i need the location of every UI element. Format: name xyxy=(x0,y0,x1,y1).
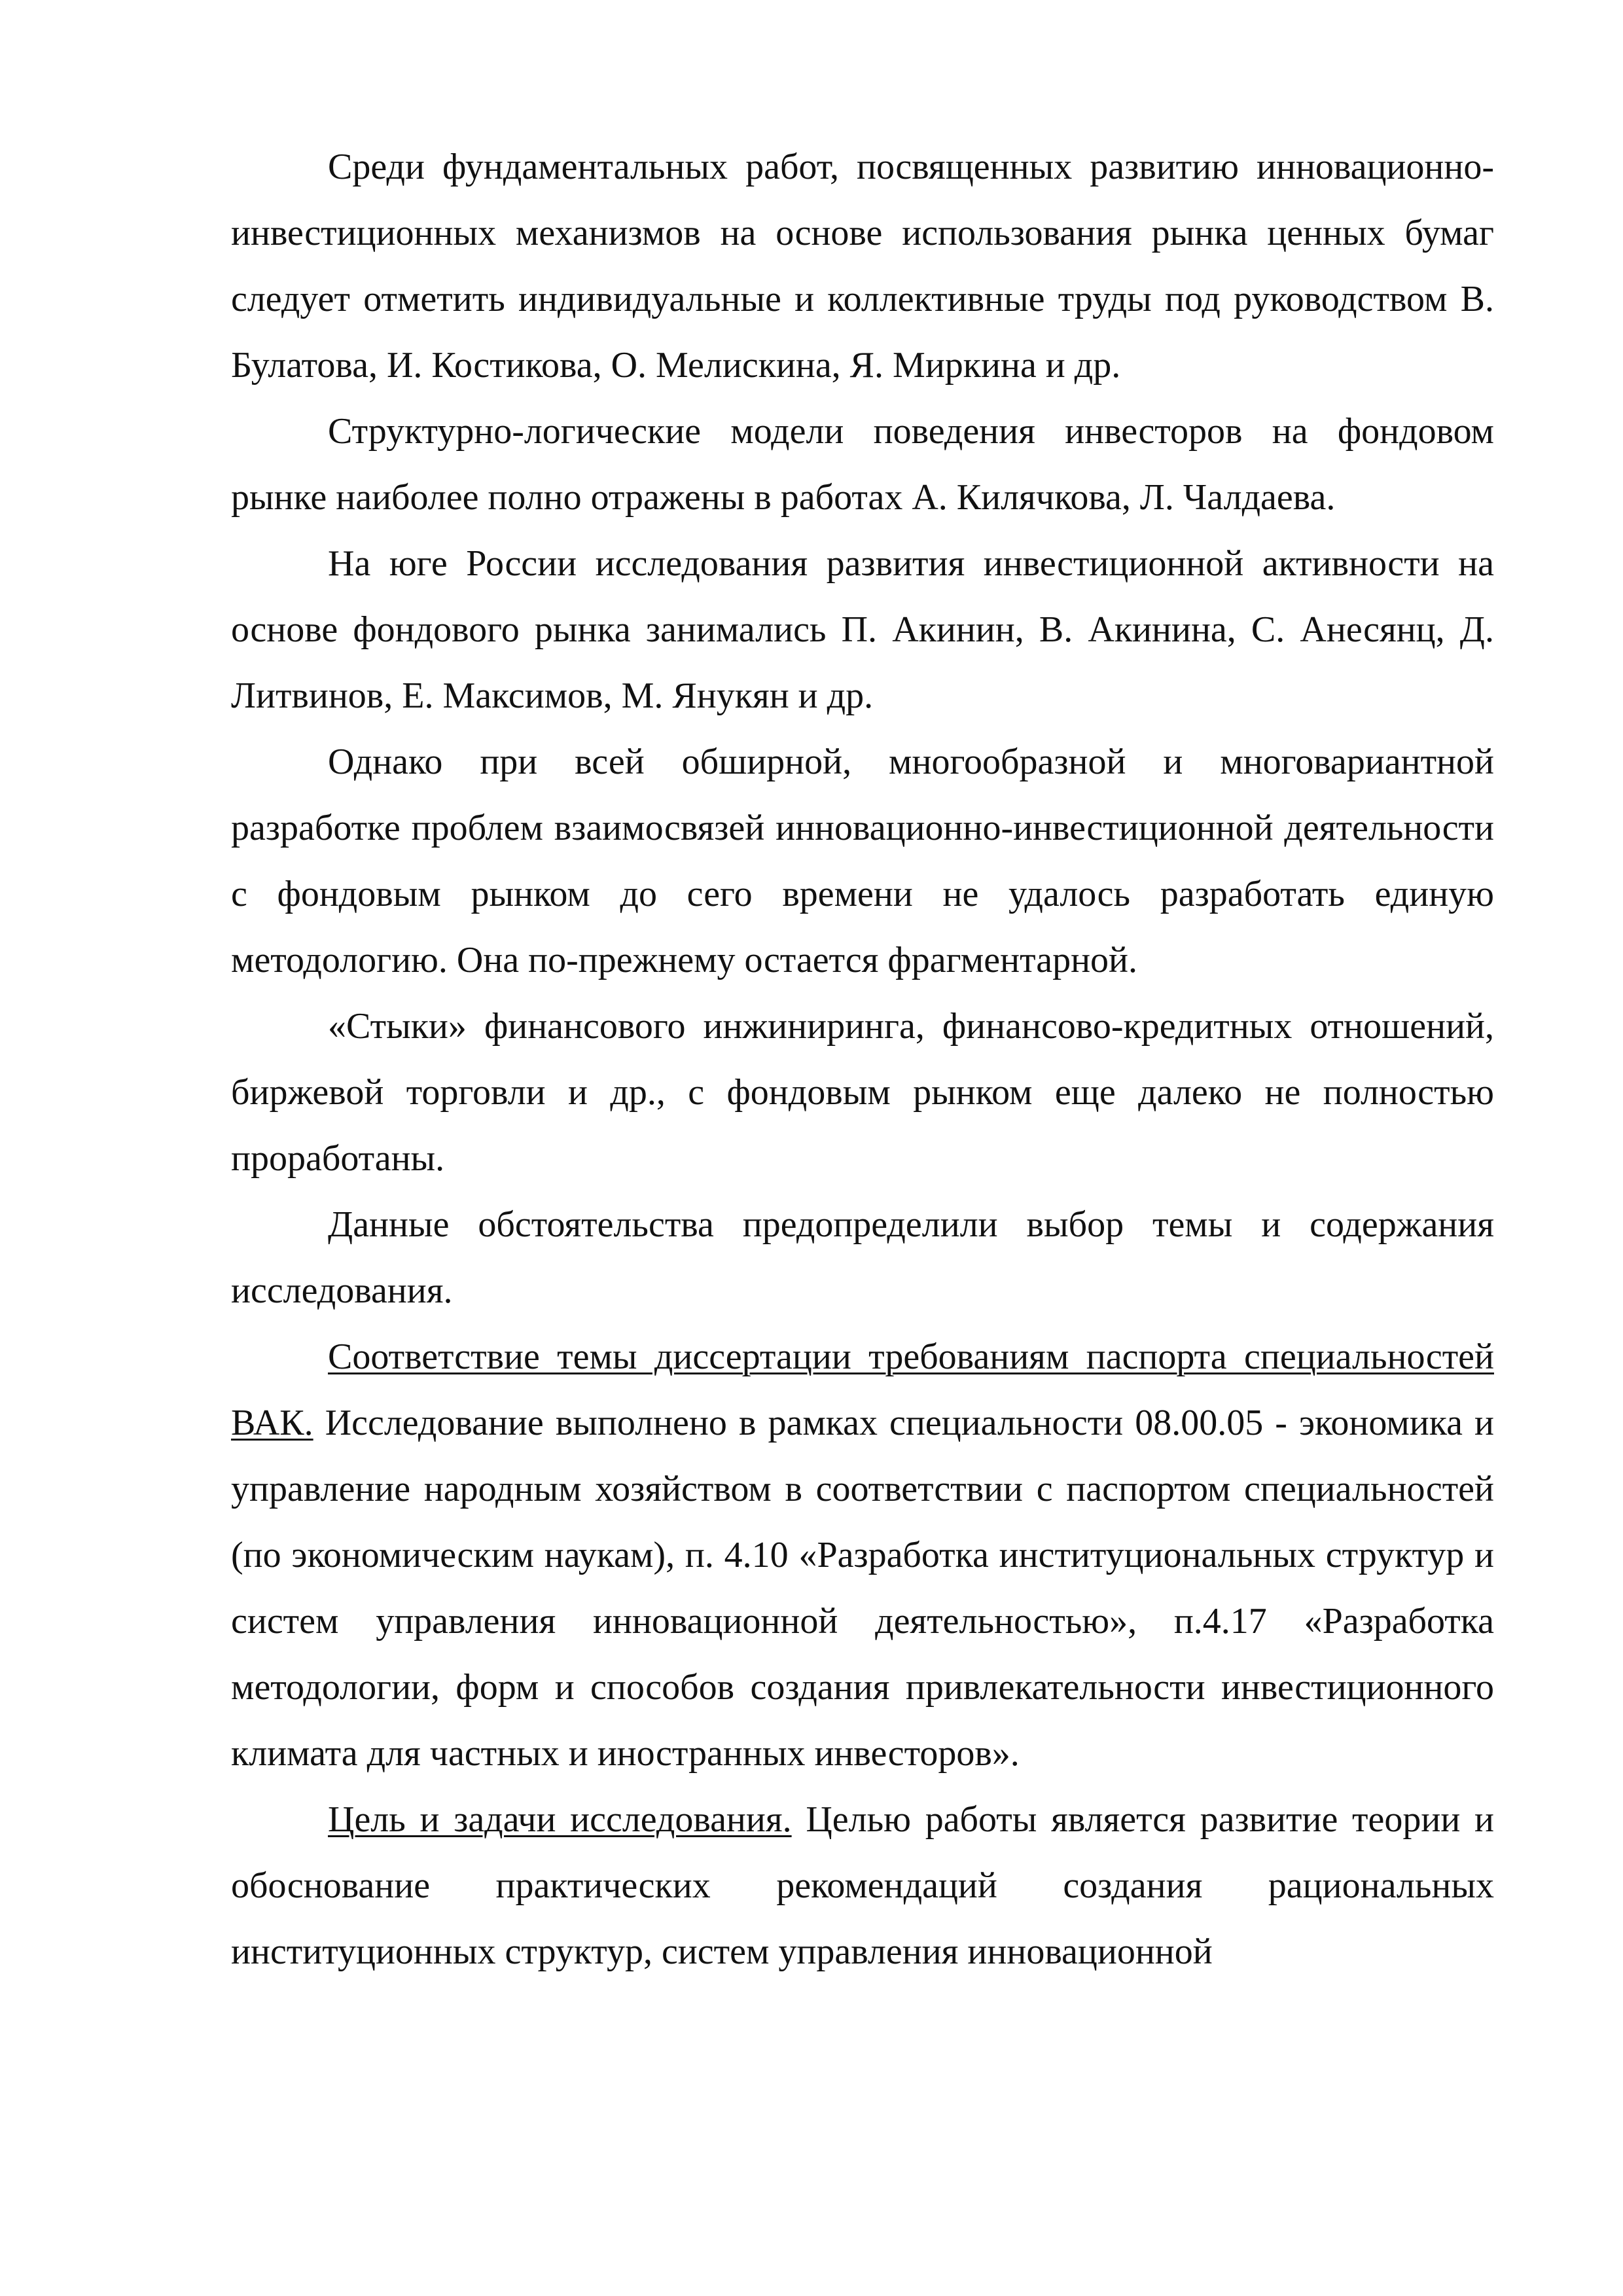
paragraph-text: Однако при всей обширной, многообразной и многовариантной разработке проблем взаимосвязей инновационно-инвестиционной деятельности с фондовым рынком до сего времени не удалось разработать единую методологию. Она по-прежнему остается фрагментарной. xyxy=(231,742,1494,980)
paragraph-topic-choice xyxy=(231,1192,1494,1324)
paragraph-junctions xyxy=(231,994,1494,1192)
paragraph-text: Данные обстоятельства предопределили выбор темы и содержания исследования. xyxy=(231,1204,1494,1311)
paragraph-vak-compliance xyxy=(231,1324,1494,1787)
document-page xyxy=(231,134,1494,1985)
paragraph-text: Целью работы является развитие теории и обоснование практических рекомендаций создания рациональных институционных структур, систем управления инновационной xyxy=(231,1799,1494,1972)
section-heading-vak: Соответствие темы диссертации требованиям паспорта специальностей ВАК. xyxy=(231,1336,1494,1443)
paragraph-text: Исследование выполнено в рамках специальности 08.00.05 - экономика и управление народным хозяйством в соответствии с паспортом специальностей (по экономическим наукам), п. 4.10 «Разработка институциональных структур и систем управления инновационной деятельностью», п.4.17 «Разработка методологии, форм и способов создания привлекательности инвестиционного климата для частных и иностранных инвесторов». xyxy=(231,1403,1494,1774)
paragraph-fundamental-works xyxy=(231,134,1494,399)
paragraph-methodology-gap xyxy=(231,729,1494,994)
paragraph-text: Среди фундаментальных работ, посвященных развитию инновационно-инвестиционных механизмов на основе использования рынка ценных бумаг следует отметить индивидуальные и коллективные труды под руководством В. Булатова, И. Костикова, О. Мелискина, Я. Миркина и др. xyxy=(231,147,1494,386)
paragraph-structural-models xyxy=(231,399,1494,531)
section-heading-goals: Цель и задачи исследования. xyxy=(328,1799,792,1840)
paragraph-text: На юге России исследования развития инвестиционной активности на основе фондового рынка занимались П. Акинин, В. Акинина, С. Анесянц, Д. Литвинов, Е. Максимов, М. Янукян и др. xyxy=(231,543,1494,716)
paragraph-text: Структурно-логические модели поведения инвесторов на фондовом рынке наиболее полно отражены в работах А. Килячкова, Л. Чалдаева. xyxy=(231,411,1494,518)
paragraph-goals xyxy=(231,1787,1494,1985)
paragraph-text: «Стыки» финансового инжиниринга, финансово-кредитных отношений, биржевой торговли и др., с фондовым рынком еще далеко не полностью проработаны. xyxy=(231,1006,1494,1179)
paragraph-south-russia-research xyxy=(231,531,1494,729)
